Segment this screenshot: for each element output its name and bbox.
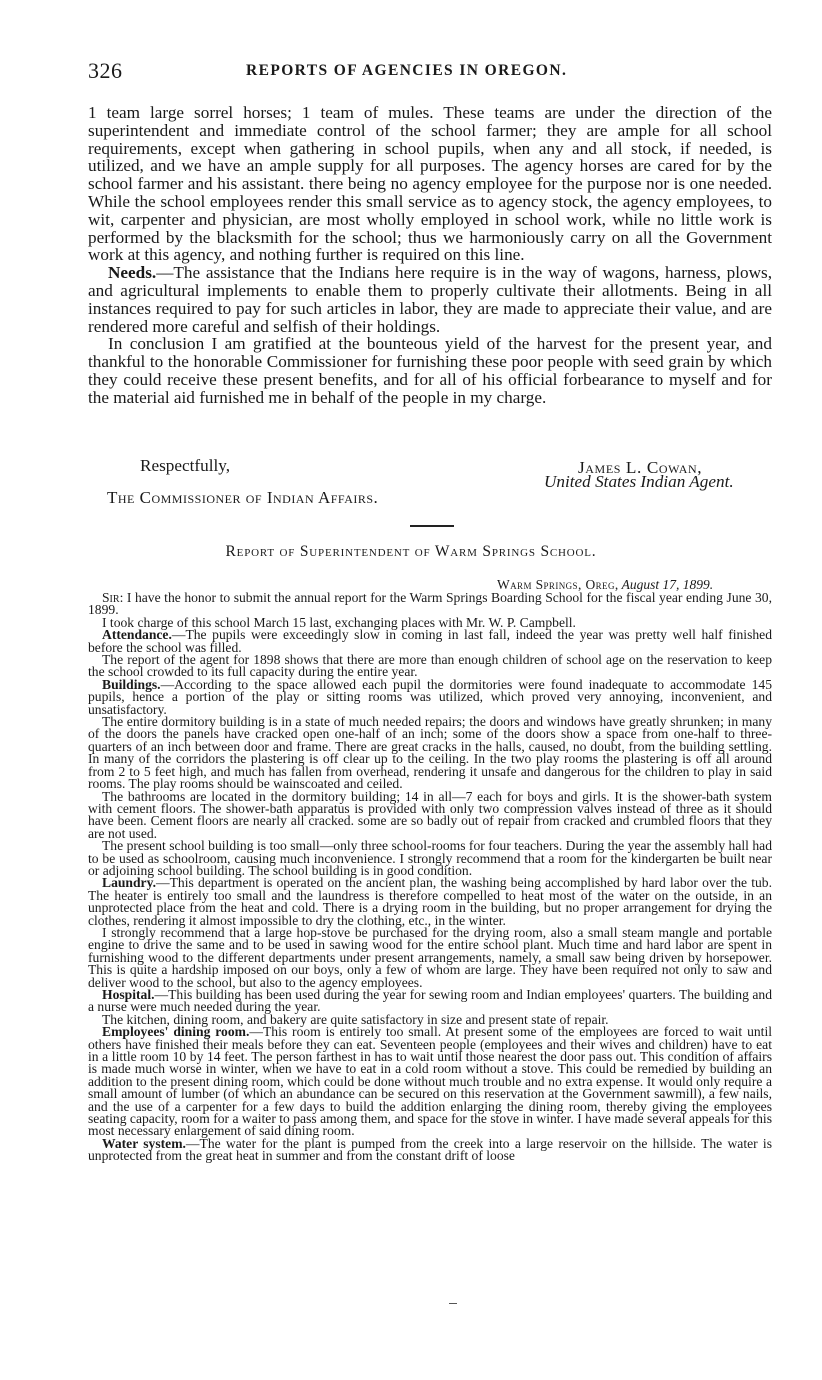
report-opening xyxy=(88,592,772,617)
agent-letter-body xyxy=(88,104,772,407)
report-title: Report of Superintendent of Warm Springs School. xyxy=(225,543,597,560)
opening-text: : I have the honor to submit the annual report for the Warm Springs Boarding School for the fiscal year ending June 30, 1899. xyxy=(88,590,772,618)
page-header xyxy=(88,58,772,88)
buildings-heading: Buildings. xyxy=(102,676,161,692)
dining-text: —This room is entirely too small. At present some of the employees are forced to wait until others have finished their meals before they can eat. Seventeen people (employees and their wives and children) have to eat in a little room 10 by 14 feet. The person farthest in has to wait until those nearest the door pass out. This condition of affairs is made much worse in winter, when we have to eat in a cold room without a stove. This could be remedied by building an addition to the present dining room, which could be done without much trouble and no extra expense. It would only require a small amount of lumber (of which an abundance can be secured on this reservation at the Government sawmill), a few nails, and the use of a carpenter for a few days to build the addition enlarging the dining room, thereby giving the employees seating capacity, room for a waiter to pass among them, and space for the stove in winter. I have made several appeals for this most necessary enlargement of said dining room. xyxy=(88,1024,773,1139)
signer-title: United States Indian Agent. xyxy=(544,472,734,491)
hospital-heading: Hospital. xyxy=(102,987,155,1002)
report-attendance xyxy=(88,629,772,654)
page-number: 326 xyxy=(88,58,123,83)
sir-salutation: Sir xyxy=(102,590,120,605)
closing-salutation: Respectfully, xyxy=(140,456,231,475)
report-hospital xyxy=(88,989,772,1014)
needs-text: —The assistance that the Indians here require is in the way of wagons, harness, plows, and agricultural implements to enable them to properly cultivate their allotments. Being in all instances required to pay for such articles in labor, they are made to appreciate their value, and are rendered more careful and selfish of their holdings. xyxy=(88,263,772,336)
report-water-system xyxy=(88,1135,773,1164)
letter-paragraph-teams: 1 team large sorrel horses; 1 team of mules. These teams are under the direction of the superintendent and immediate control of the school farmer; they are ample for all school requirements, except when gathering in school pupils, when any and all stock, if needed, is utilized, and we have an ample supply for all purposes. The agency horses are cared for by the school farmer and his assistant. there being no agency employee for the purpose nor is one needed. While the school employees render this small service as to agency stock, the agency employees, to wit, carpenter and physician, are most wholly employed in school work, while no little work is performed by the blacksmith for the school; thus we harmoniously carry on all the Government work at this agency, and nothing further is required on this line. xyxy=(88,103,772,265)
signer-name: James L. Cowan, xyxy=(578,458,703,477)
attendance-heading: Attendance. xyxy=(102,627,172,643)
report-dining-room xyxy=(88,1026,772,1138)
report-recommendation: I strongly recommend that a large hop-stove be purchased for the drying room, also a small steam mangle and portable engine to drive the same and to be used in sawing wood for the entire school plant. Much time and hard labor are spent in furnishing wood to the different departments under present arrangements, namely, a small saw being driven by horsepower. This is quite a hardship imposed on our boys, only a few of whom are large. They have been required not only to saw and deliver wood to the school, but also to the agency employees. xyxy=(88,924,772,990)
dining-heading: Employees' dining room. xyxy=(102,1024,250,1040)
report-bathrooms: The bathrooms are located in the dormitory building; 14 in all—7 each for boys and girls. It is the shower-bath system with cement floors. The shower-bath apparatus is provided with only two compression valves instead of three as it should have been. Cement floors are nearly all cracked. some are so badly out of repair from cracked and crumbled floors that they are not used. xyxy=(88,788,772,841)
hospital-text: —This building has been used during the year for sewing room and Indian employees' quarters. The building and a nurse were much needed during the year. xyxy=(88,987,772,1015)
laundry-text: —This department is operated on the ancient plan, the washing being accomplished by hard labor over the tub. The heater is entirely too small and the laundress is therefore compelled to heat most of the water on the outside, in an unprotected place from the heat and cold. There is a drying room in the building, but no proper arrangement for drying the clothes, rendering it almost impossible to dry the clothing, etc., in the winter. xyxy=(88,875,772,928)
letter-paragraph-conclusion: In conclusion I am gratified at the bounteous yield of the harvest for the present year, and thankful to the honorable Commissioner for furnishing these poor people with seed grain by which they could receive these present benefits, and for all of his official forbearance to myself and for the material aid furnished me in behalf of the people in my charge. xyxy=(88,334,772,407)
water-text: —The water for the plant is pumped from the creek into a large reservoir on the hillside. The water is unprotected from the great heat in summer and from the constant drift of loose xyxy=(88,1135,773,1164)
report-agent-census: The report of the agent for 1898 shows that there are more than enough children of school age on the reservation to keep the school crowded to its full capacity during the entire year. xyxy=(88,652,772,680)
report-kitchen: The kitchen, dining room, and bakery are quite satisfactory in size and present state of repair. xyxy=(102,1011,609,1027)
attendance-text: —The pupils were exceedingly slow in coming in last fall, indeed the year was pretty well half finished before the school was filled. xyxy=(88,627,772,655)
school-report-body xyxy=(88,592,772,1163)
water-heading: Water system. xyxy=(102,1135,186,1151)
laundry-heading: Laundry. xyxy=(102,875,157,891)
running-head: REPORTS OF AGENCIES IN OREGON. xyxy=(246,62,568,79)
footer-mark xyxy=(449,1303,457,1304)
addressee: The Commissioner of Indian Affairs. xyxy=(107,488,379,507)
report-dormitory: The entire dormitory building is in a state of much needed repairs; the doors and windows have greatly shrunken; in many of the doors the panels have cracked open one-half of an inch; some of the doors show a space from one-half to three-quarters of an inch between door and frame. There are great cracks in the halls, caused, no doubt, from the building settling. In many of the corridors the plastering is off clear up to the ceiling. In the two play rooms the plastering is off all around from 2 to 5 feet high, and much has fallen from overhead, rendering it unsafe and dangerous for the children to play in said rooms. The play rooms should be wainscoated and ceiled. xyxy=(88,714,772,792)
dateline-date: August 17, 1899. xyxy=(621,577,714,592)
section-divider xyxy=(410,525,454,527)
report-buildings xyxy=(88,676,772,717)
dateline-separator: , xyxy=(614,577,622,592)
report-laundry xyxy=(88,877,772,927)
report-school-building: The present school building is too small—only three school-rooms for four teachers. During the year the assembly hall had to be used as schoolroom, causing much inconvenience. I strongly recommend that a room for the kindergarten be built near or adjoining school building. The school building is in good condition. xyxy=(88,838,772,878)
dateline-place: Warm Springs, Oreg xyxy=(497,577,615,592)
buildings-text: —According to the space allowed each pupil the dormitories were found inadequate to accommodate 145 pupils, hence a portion of the play or sitting rooms was utilized, which proved very annoying, inconvenient, and unsatisfactory. xyxy=(88,676,772,717)
letter-paragraph-needs xyxy=(88,264,772,335)
needs-heading: Needs. xyxy=(108,263,157,283)
report-charge: I took charge of this school March 15 last, exchanging places with Mr. W. P. Campbell. xyxy=(102,614,576,630)
